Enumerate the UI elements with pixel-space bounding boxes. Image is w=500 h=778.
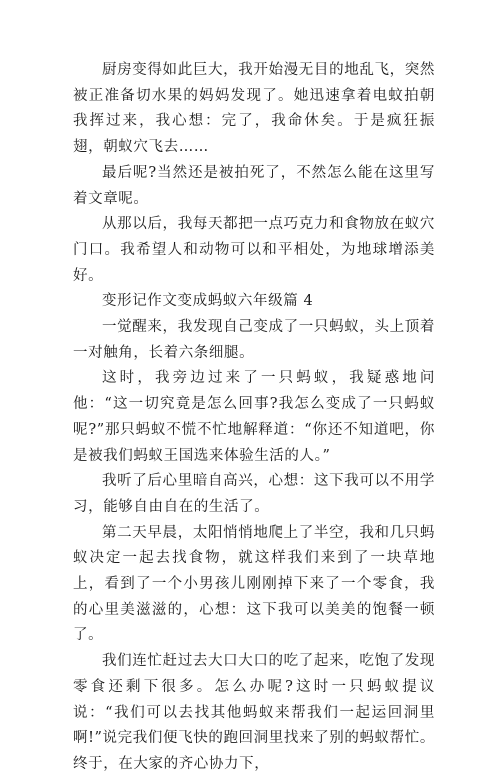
document-body bbox=[73, 58, 435, 778]
paragraph-eating: 我们连忙赶过去大口大口的吃了起来，吃饱了发现零食还剩下很多。怎么办呢?这时一只蚂蚁提议说：“我们可以去找其他蚂蚁来帮我们一起运回洞里啊!”说完我们便飞快的跑回洞里找来了别的蚂蚁帮忙。终于，在大家的齐心协力下， bbox=[73, 653, 435, 772]
paragraph-morning: 第二天早晨，太阳悄悄地爬上了半空，我和几只蚂蚁决定一起去找食物，就这样我们来到了一块草地上，看到了一个小男孩儿刚刚掉下来了一个零食，我的心里美滋滋的，心想：这下我可以美美的饱餐一顿了。 bbox=[73, 524, 435, 644]
paragraph-kitchen: 厨房变得如此巨大，我开始漫无目的地乱飞，突然被正准备切水果的妈妈发现了。她迅速拿着电蚊拍朝我挥过来，我心想：完了，我命休矣。于是疯狂振翅，朝蚁穴飞去…… bbox=[73, 62, 435, 156]
paragraph-wake-up: 一觉醒来，我发现自己变成了一只蚂蚁，头上顶着一对触角，长着六条细腿。 bbox=[73, 319, 435, 361]
section-title: 变形记作文变成蚂蚁六年级篇 4 bbox=[102, 293, 314, 310]
paragraph-ask-ant: 这时，我旁边过来了一只蚂蚁，我疑惑地问他：“这一切究竟是怎么回事?我怎么变成了一只蚂蚁呢?”那只蚂蚁不慌不忙地解释道：“你还不知道吧，你是被我们蚂蚁王国选来体验生活的人。” bbox=[73, 370, 435, 464]
paragraph-since-then: 从那以后，我每天都把一点巧克力和食物放在蚁穴门口。我希望人和动物可以和平相处，为地球增添美好。 bbox=[73, 216, 435, 284]
paragraph-happy: 我听了后心里暗自高兴，心想：这下我可以不用学习，能够自由自在的生活了。 bbox=[73, 473, 435, 515]
paragraph-ending: 最后呢?当然还是被拍死了，不然怎么能在这里写着文章呢。 bbox=[73, 164, 435, 207]
